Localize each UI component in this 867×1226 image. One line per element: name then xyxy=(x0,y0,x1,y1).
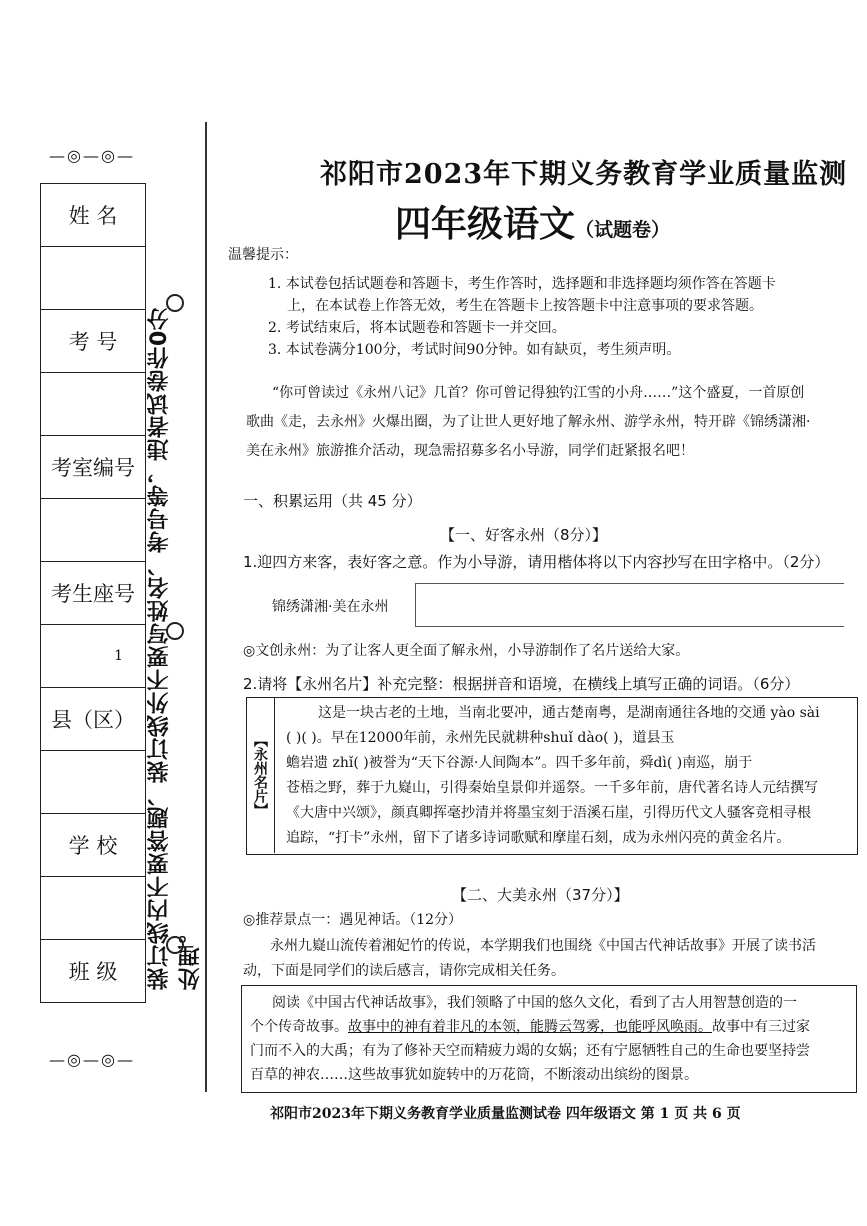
binding-line xyxy=(205,122,207,1092)
exam-number-label: 考 号 xyxy=(41,310,146,373)
student-info-table xyxy=(40,183,146,1003)
intro-line-3: 美在永州》旅游推介活动，现急需招募多名小导游，同学们赶紧报名吧！ xyxy=(246,443,694,459)
tianzige-grid[interactable] xyxy=(415,583,844,627)
reading-line-2-end: 故事中有三过家 xyxy=(712,1019,810,1035)
seat-number-label: 考生座号 xyxy=(41,562,146,625)
card-line-4: 苍梧之野，葬于九嶷山，引得秦始皇景仰并遥祭。一千多年前，唐代著名诗人元结撰写 xyxy=(286,780,818,796)
card-line-1: 这是一块古老的土地，当南北要冲，通古楚南粤，是湖南通往各地的交通 yào sài xyxy=(318,705,820,721)
class-label: 班 级 xyxy=(41,940,146,1003)
spot-1-line-2: 动，下面是同学们的读后感言，请你完成相关任务。 xyxy=(243,963,565,979)
notice-item-2: 2. 考试结束后，将本试题卷和答题卡一并交回。 xyxy=(268,320,566,336)
reading-line-2-start: 个个传奇故事。 xyxy=(250,1019,348,1035)
exam-room-field[interactable] xyxy=(41,499,146,562)
subsection-1-title: 【一、好客永州（8分）】 xyxy=(440,526,608,544)
card-line-6: 追踪，“打卡”永州，留下了诸多诗词歌赋和摩崖石刻，成为永州闪亮的黄金名片。 xyxy=(286,830,791,846)
exam-title: 祁阳市2023年下期义务教育学业质量监测 xyxy=(320,159,848,190)
binding-decoration-top: —◎—◎— xyxy=(49,146,135,165)
intro-line-1: “你可曾读过《永州八记》几首？你可曾记得独钓江雪的小舟……”这个盛夏，一首原创 xyxy=(272,385,805,401)
binding-hole-top xyxy=(166,294,184,312)
name-field[interactable] xyxy=(41,247,146,310)
binding-line-note: 装订线内不要答题、装订线外不要写姓名、考号等，违者试卷作0分处理。 xyxy=(147,306,203,990)
notice-item-1: 1. 本试卷包括试题卷和答题卡，考生作答时，选择题和非选择题均须作答在答题卡 xyxy=(268,276,776,292)
card-line-2: ( )( )。早在12000年前，永州先民就耕种shuǐ dào( )，道县玉 xyxy=(286,730,675,746)
name-label: 姓 名 xyxy=(41,184,146,247)
name-card-label: 【永州名片】 xyxy=(246,697,275,853)
reading-line-2 xyxy=(250,1016,810,1038)
paper-type: （试题卷） xyxy=(575,219,671,241)
section-heading: 一、积累运用（共 45 分） xyxy=(243,492,422,510)
exam-number-field[interactable] xyxy=(41,373,146,436)
page-footer: 祁阳市2023年下期义务教育学业质量监测试卷 四年级语文 第 1 页 共 6 页 xyxy=(270,1106,741,1122)
binding-decoration-bottom: —◎—◎— xyxy=(49,1050,135,1069)
subsection-2-title: 【二、大美永州（37分）】 xyxy=(452,886,629,904)
question-2: 2.请将【永州名片】补充完整：根据拼音和语境，在横线上填写正确的词语。（6分） xyxy=(243,675,800,693)
reading-line-3: 门而不入的大禹；有为了修补天空而精疲力竭的女娲；还有宁愿牺牲自己的生命也要坚持尝 xyxy=(250,1043,810,1059)
notice-heading: 温馨提示： xyxy=(228,247,298,263)
county-field[interactable] xyxy=(41,751,146,814)
binding-hole-bottom xyxy=(166,936,184,954)
exam-room-label: 考室编号 xyxy=(41,436,146,499)
seat-mark: 1 xyxy=(114,648,123,664)
county-label: 县（区） xyxy=(41,688,146,751)
binding-hole-middle xyxy=(166,622,184,640)
creative-intro: ◎文创永州：为了让客人更全面了解永州，小导游制作了名片送给大家。 xyxy=(243,643,690,659)
card-line-3: 蟾岩遗 zhǐ( )被誉为“天下谷源·人间陶本”。四千多年前，舜dì( )南巡，崩于 xyxy=(286,755,753,771)
spot-1-line-1: 永州九嶷山流传着湘妃竹的传说，本学期我们也围绕《中国古代神话故事》开展了读书活 xyxy=(270,938,816,954)
notice-item-1-cont: 上，在本试卷上作答无效，考生在答题卡上按答题卡中注意事项的要求答题。 xyxy=(287,298,763,314)
intro-line-2: 歌曲《走，去永州》火爆出圈，为了让世人更好地了解永州、游学永州，特开辟《锦绣潇湘· xyxy=(246,414,811,430)
school-label: 学 校 xyxy=(41,814,146,877)
subject-name: 四年级语文 xyxy=(395,204,576,245)
notice-item-3: 3. 本试卷满分100分，考试时间90分钟。如有缺页，考生须声明。 xyxy=(268,342,681,358)
school-field[interactable] xyxy=(41,877,146,940)
reading-line-1: 阅读《中国古代神话故事》，我们领略了中国的悠久文化，看到了古人用智慧创造的一 xyxy=(272,995,797,1011)
underlined-sentence: 故事中的神有着非凡的本领，能腾云驾雾，也能呼风唤雨。 xyxy=(348,1019,712,1035)
seat-number-field[interactable] xyxy=(41,625,146,688)
question-1: 1.迎四方来客，表好客之意。作为小导游，请用楷体将以下内容抄写在田字格中。（2分） xyxy=(243,553,830,571)
spot-1-title: ◎推荐景点一：遇见神话。（12分） xyxy=(243,912,463,928)
reading-line-4: 百草的神农……这些故事犹如旋转中的万花筒，不断滚动出缤纷的图景。 xyxy=(250,1067,698,1083)
copy-text: 锦绣潇湘·美在永州 xyxy=(272,599,389,615)
card-line-5: 《大唐中兴颂》，颜真卿挥毫抄清并将墨宝刻于浯溪石崖，引得历代文人骚客竞相寻根 xyxy=(286,805,811,821)
subject-title xyxy=(395,196,670,247)
